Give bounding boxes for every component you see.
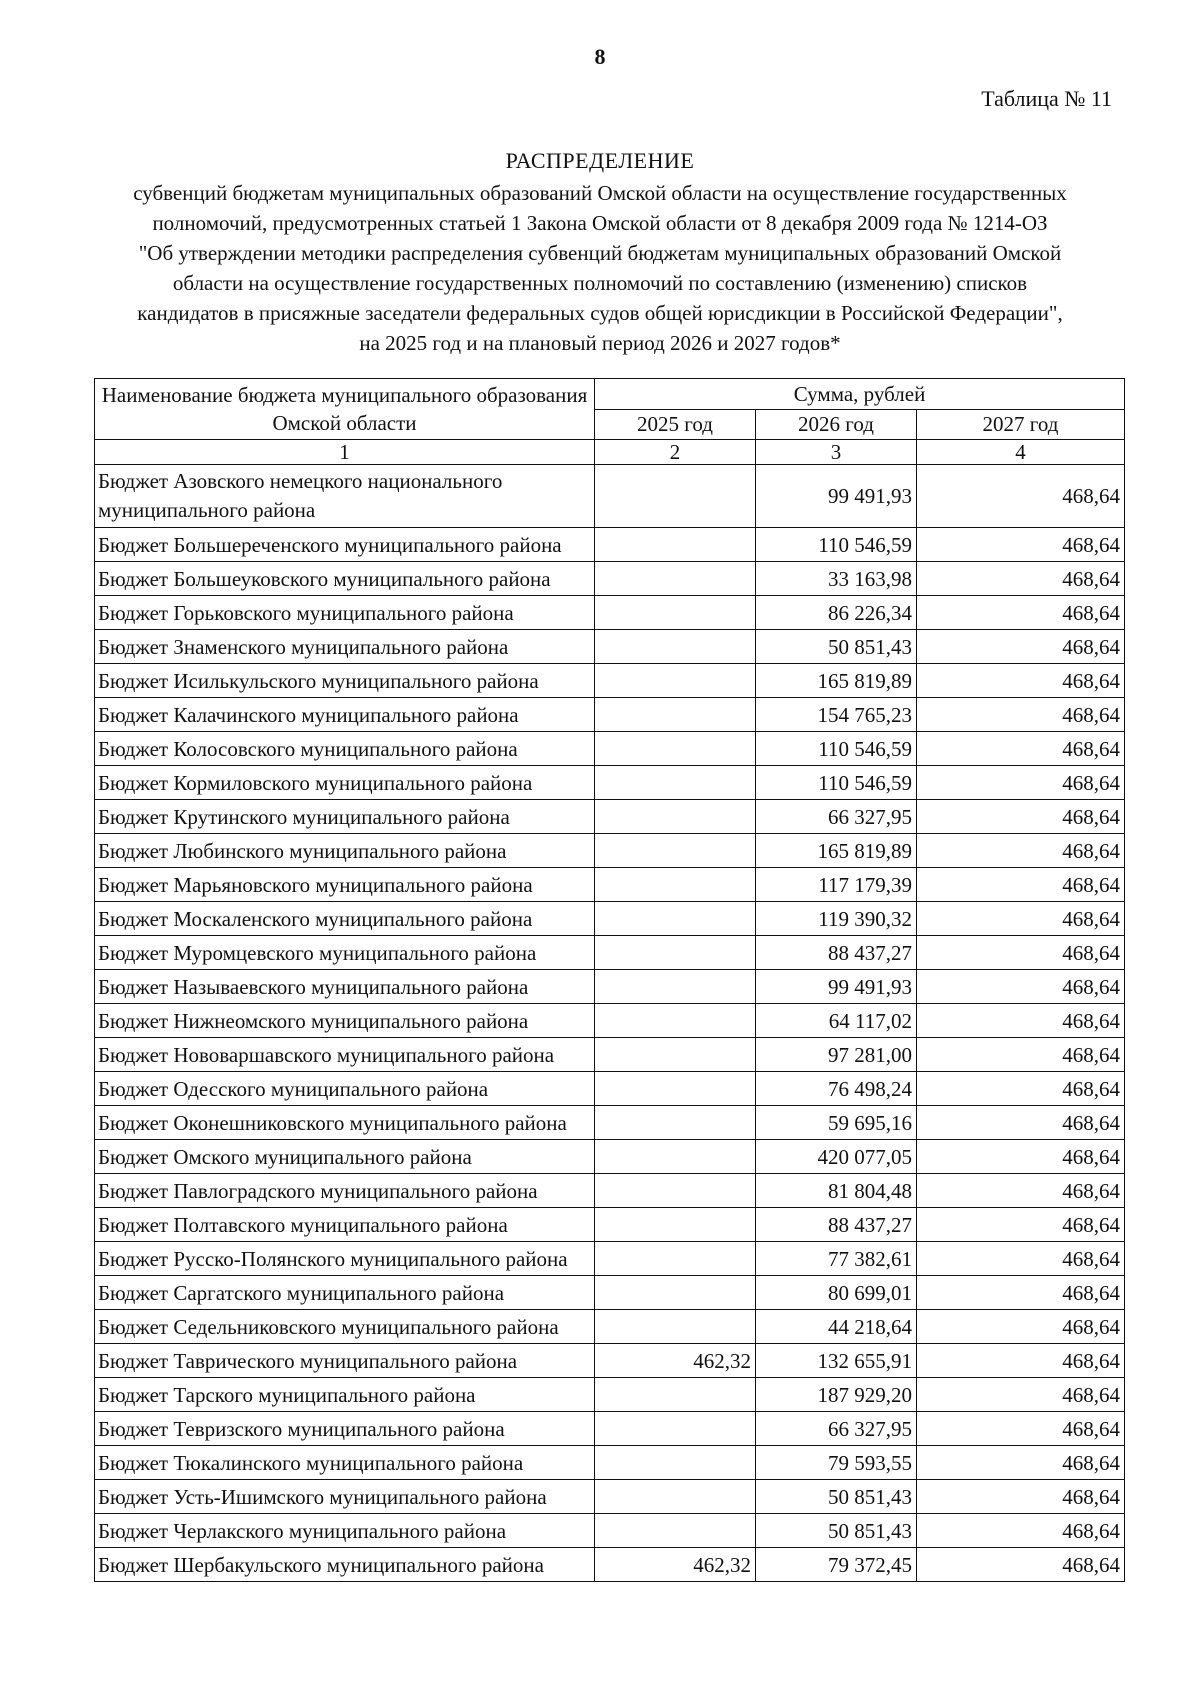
amount-2027-cell: 468,64: [917, 970, 1125, 1004]
table-row: [95, 1072, 1125, 1106]
amount-2027-cell: 468,64: [917, 1514, 1125, 1548]
amount-2025-cell: [595, 902, 756, 936]
amount-2026-cell: 76 498,24: [756, 1072, 917, 1106]
table-row: [95, 766, 1125, 800]
table-row: [95, 1378, 1125, 1412]
amount-2027-cell: 468,64: [917, 766, 1125, 800]
amount-2025-cell: [595, 1412, 756, 1446]
table-row: [95, 868, 1125, 902]
amount-2025-cell: [595, 936, 756, 970]
amount-2026-cell: 119 390,32: [756, 902, 917, 936]
amount-2025-cell: [595, 1480, 756, 1514]
amount-2027-cell: 468,64: [917, 1242, 1125, 1276]
table-body: [95, 465, 1125, 1582]
amount-2025-cell: [595, 1140, 756, 1174]
table-row: [95, 1480, 1125, 1514]
amount-2025-cell: [595, 800, 756, 834]
amount-2026-cell: 77 382,61: [756, 1242, 917, 1276]
table-row: [95, 936, 1125, 970]
budget-name-cell: Бюджет Саргатского муниципального района: [95, 1276, 595, 1310]
budget-name-cell: Бюджет Исилькульского муниципального района: [95, 664, 595, 698]
budget-name-cell: Бюджет Павлоградского муниципального района: [95, 1174, 595, 1208]
budget-name-cell: Бюджет Седельниковского муниципального района: [95, 1310, 595, 1344]
column-number: 4: [917, 440, 1125, 465]
amount-2026-cell: 66 327,95: [756, 1412, 917, 1446]
subtitle-line: области на осуществление государственных полномочий по составлению (изменению) списков: [172, 271, 1028, 295]
amount-2026-cell: 187 929,20: [756, 1378, 917, 1412]
table-row: [95, 1276, 1125, 1310]
amount-2027-cell: 468,64: [917, 800, 1125, 834]
table-row: [95, 1446, 1125, 1480]
amount-2026-cell: 117 179,39: [756, 868, 917, 902]
budget-name-cell: Бюджет Нижнеомского муниципального района: [95, 1004, 595, 1038]
amount-2027-cell: 468,64: [917, 1548, 1125, 1582]
subtitle-line: на 2025 год и на плановый период 2026 и 2027 годов*: [359, 331, 841, 355]
table-row: [95, 834, 1125, 868]
column-number: 1: [95, 440, 595, 465]
table-row: [95, 1140, 1125, 1174]
amount-2027-cell: 468,64: [917, 1174, 1125, 1208]
amount-2026-cell: 154 765,23: [756, 698, 917, 732]
amount-2025-cell: [595, 1378, 756, 1412]
budget-name-cell: Бюджет Знаменского муниципального района: [95, 630, 595, 664]
amount-2026-cell: 420 077,05: [756, 1140, 917, 1174]
table-row: [95, 902, 1125, 936]
table-row: [95, 664, 1125, 698]
amount-2027-cell: 468,64: [917, 1106, 1125, 1140]
header-budget-name: Наименование бюджета муниципального образования Омской области: [95, 379, 595, 440]
amount-2026-cell: 99 491,93: [756, 465, 917, 528]
amount-2026-cell: 79 372,45: [756, 1548, 917, 1582]
budget-name-cell: Бюджет Москаленского муниципального района: [95, 902, 595, 936]
amount-2027-cell: 468,64: [917, 1378, 1125, 1412]
amount-2025-cell: [595, 732, 756, 766]
budget-name-cell: Бюджет Марьяновского муниципального района: [95, 868, 595, 902]
amount-2025-cell: [595, 562, 756, 596]
budget-name-cell: Бюджет Муромцевского муниципального района: [95, 936, 595, 970]
subtitle-line: полномочий, предусмотренных статьей 1 Закона Омской области от 8 декабря 2009 года № 1214-ОЗ: [152, 211, 1048, 235]
amount-2025-cell: 462,32: [595, 1548, 756, 1582]
amount-2026-cell: 59 695,16: [756, 1106, 917, 1140]
subtitle-line: субвенций бюджетам муниципальных образований Омской области на осуществление государственных: [133, 181, 1067, 205]
amount-2026-cell: 99 491,93: [756, 970, 917, 1004]
budget-name-cell: Бюджет Одесского муниципального района: [95, 1072, 595, 1106]
amount-2025-cell: [595, 630, 756, 664]
amount-2026-cell: 132 655,91: [756, 1344, 917, 1378]
amount-2027-cell: 468,64: [917, 1344, 1125, 1378]
table-row: [95, 800, 1125, 834]
table-row: [95, 1242, 1125, 1276]
budget-name-cell: Бюджет Усть-Ишимского муниципального района: [95, 1480, 595, 1514]
table-row: [95, 1548, 1125, 1582]
amount-2026-cell: 64 117,02: [756, 1004, 917, 1038]
budget-name-cell: Бюджет Тарского муниципального района: [95, 1378, 595, 1412]
amount-2026-cell: 165 819,89: [756, 664, 917, 698]
amount-2027-cell: 468,64: [917, 732, 1125, 766]
subtitle-line: кандидатов в присяжные заседатели федеральных судов общей юрисдикции в Российской Федерации",: [137, 301, 1063, 325]
budget-name-cell: Бюджет Азовского немецкого национального муниципального района: [95, 465, 595, 528]
budget-name-cell: Бюджет Тюкалинского муниципального района: [95, 1446, 595, 1480]
amount-2027-cell: 468,64: [917, 698, 1125, 732]
amount-2027-cell: 468,64: [917, 562, 1125, 596]
table-row: [95, 1344, 1125, 1378]
amount-2025-cell: [595, 664, 756, 698]
budget-name-cell: Бюджет Колосовского муниципального района: [95, 732, 595, 766]
table-row: [95, 596, 1125, 630]
amount-2025-cell: [595, 1038, 756, 1072]
amount-2026-cell: 50 851,43: [756, 630, 917, 664]
budget-name-cell: Бюджет Калачинского муниципального района: [95, 698, 595, 732]
amount-2027-cell: 468,64: [917, 834, 1125, 868]
table-row: [95, 562, 1125, 596]
amount-2025-cell: [595, 698, 756, 732]
budget-name-cell: Бюджет Любинского муниципального района: [95, 834, 595, 868]
amount-2025-cell: [595, 766, 756, 800]
amount-2026-cell: 66 327,95: [756, 800, 917, 834]
amount-2027-cell: 468,64: [917, 1310, 1125, 1344]
amount-2026-cell: 88 437,27: [756, 936, 917, 970]
budget-name-cell: Бюджет Таврического муниципального района: [95, 1344, 595, 1378]
amount-2027-cell: 468,64: [917, 1276, 1125, 1310]
column-number: 3: [756, 440, 917, 465]
table-row: [95, 1208, 1125, 1242]
amount-2027-cell: 468,64: [917, 664, 1125, 698]
budget-name-cell: Бюджет Горьковского муниципального района: [95, 596, 595, 630]
amount-2027-cell: 468,64: [917, 630, 1125, 664]
amount-2025-cell: 462,32: [595, 1344, 756, 1378]
budget-name-cell: Бюджет Крутинского муниципального района: [95, 800, 595, 834]
budget-name-cell: Бюджет Кормиловского муниципального района: [95, 766, 595, 800]
amount-2025-cell: [595, 528, 756, 562]
subtitle-line: "Об утверждении методики распределения субвенций бюджетам муниципальных образований Омской: [138, 241, 1062, 265]
amount-2027-cell: 468,64: [917, 1140, 1125, 1174]
amount-2027-cell: 468,64: [917, 1446, 1125, 1480]
budget-name-cell: Бюджет Тевризского муниципального района: [95, 1412, 595, 1446]
amount-2026-cell: 50 851,43: [756, 1514, 917, 1548]
amount-2026-cell: 110 546,59: [756, 766, 917, 800]
budget-name-cell: Бюджет Большереченского муниципального района: [95, 528, 595, 562]
amount-2025-cell: [595, 1514, 756, 1548]
budget-name-cell: Бюджет Нововаршавского муниципального района: [95, 1038, 595, 1072]
table-row: [95, 1038, 1125, 1072]
amount-2026-cell: 79 593,55: [756, 1446, 917, 1480]
document-heading: РАСПРЕДЕЛЕНИЕ: [505, 148, 695, 173]
amount-2027-cell: 468,64: [917, 1480, 1125, 1514]
amount-2025-cell: [595, 465, 756, 528]
table-row: [95, 1004, 1125, 1038]
amount-2027-cell: 468,64: [917, 868, 1125, 902]
budget-name-cell: Бюджет Омского муниципального района: [95, 1140, 595, 1174]
amount-2026-cell: 97 281,00: [756, 1038, 917, 1072]
amount-2025-cell: [595, 1242, 756, 1276]
table-row: [95, 732, 1125, 766]
page-number: 8: [594, 44, 606, 69]
table-row: [95, 630, 1125, 664]
table-row: [95, 698, 1125, 732]
header-year-2026: 2026 год: [756, 409, 917, 440]
amount-2027-cell: 468,64: [917, 1072, 1125, 1106]
amount-2026-cell: 110 546,59: [756, 528, 917, 562]
budget-name-cell: Бюджет Оконешниковского муниципального района: [95, 1106, 595, 1140]
table-row: [95, 1106, 1125, 1140]
amount-2026-cell: 110 546,59: [756, 732, 917, 766]
amount-2027-cell: 468,64: [917, 528, 1125, 562]
column-number: 2: [595, 440, 756, 465]
header-year-2027: 2027 год: [917, 409, 1125, 440]
table-row: [95, 465, 1125, 528]
amount-2027-cell: 468,64: [917, 596, 1125, 630]
table-row: [95, 1310, 1125, 1344]
amount-2026-cell: 44 218,64: [756, 1310, 917, 1344]
amount-2025-cell: [595, 1174, 756, 1208]
amount-2025-cell: [595, 868, 756, 902]
table-row: [95, 1174, 1125, 1208]
amount-2025-cell: [595, 834, 756, 868]
table-row: [95, 970, 1125, 1004]
amount-2025-cell: [595, 1276, 756, 1310]
budget-name-cell: Бюджет Черлакского муниципального района: [95, 1514, 595, 1548]
amount-2026-cell: 50 851,43: [756, 1480, 917, 1514]
budget-name-cell: Бюджет Полтавского муниципального района: [95, 1208, 595, 1242]
amount-2027-cell: 468,64: [917, 902, 1125, 936]
amount-2026-cell: 86 226,34: [756, 596, 917, 630]
amount-2027-cell: 468,64: [917, 1038, 1125, 1072]
budget-name-cell: Бюджет Называевского муниципального района: [95, 970, 595, 1004]
amount-2025-cell: [595, 1004, 756, 1038]
budget-name-cell: Бюджет Шербакульского муниципального района: [95, 1548, 595, 1582]
amount-2027-cell: 468,64: [917, 465, 1125, 528]
header-sum-group: Сумма, рублей: [595, 379, 1125, 410]
distribution-table: [94, 378, 1125, 1582]
document-subtitle: [100, 178, 1100, 358]
amount-2027-cell: 468,64: [917, 1004, 1125, 1038]
amount-2027-cell: 468,64: [917, 1412, 1125, 1446]
amount-2026-cell: 81 804,48: [756, 1174, 917, 1208]
amount-2026-cell: 33 163,98: [756, 562, 917, 596]
amount-2027-cell: 468,64: [917, 936, 1125, 970]
budget-name-cell: Бюджет Русско-Полянского муниципального района: [95, 1242, 595, 1276]
amount-2025-cell: [595, 1208, 756, 1242]
header-year-2025: 2025 год: [595, 409, 756, 440]
table-row: [95, 1514, 1125, 1548]
amount-2026-cell: 80 699,01: [756, 1276, 917, 1310]
table-row: [95, 528, 1125, 562]
amount-2026-cell: 165 819,89: [756, 834, 917, 868]
budget-name-cell: Бюджет Большеуковского муниципального района: [95, 562, 595, 596]
amount-2025-cell: [595, 1446, 756, 1480]
amount-2025-cell: [595, 596, 756, 630]
amount-2025-cell: [595, 1310, 756, 1344]
amount-2025-cell: [595, 1072, 756, 1106]
amount-2025-cell: [595, 970, 756, 1004]
amount-2026-cell: 88 437,27: [756, 1208, 917, 1242]
amount-2027-cell: 468,64: [917, 1208, 1125, 1242]
amount-2025-cell: [595, 1106, 756, 1140]
table-row: [95, 1412, 1125, 1446]
table-label: Таблица № 11: [981, 86, 1112, 111]
